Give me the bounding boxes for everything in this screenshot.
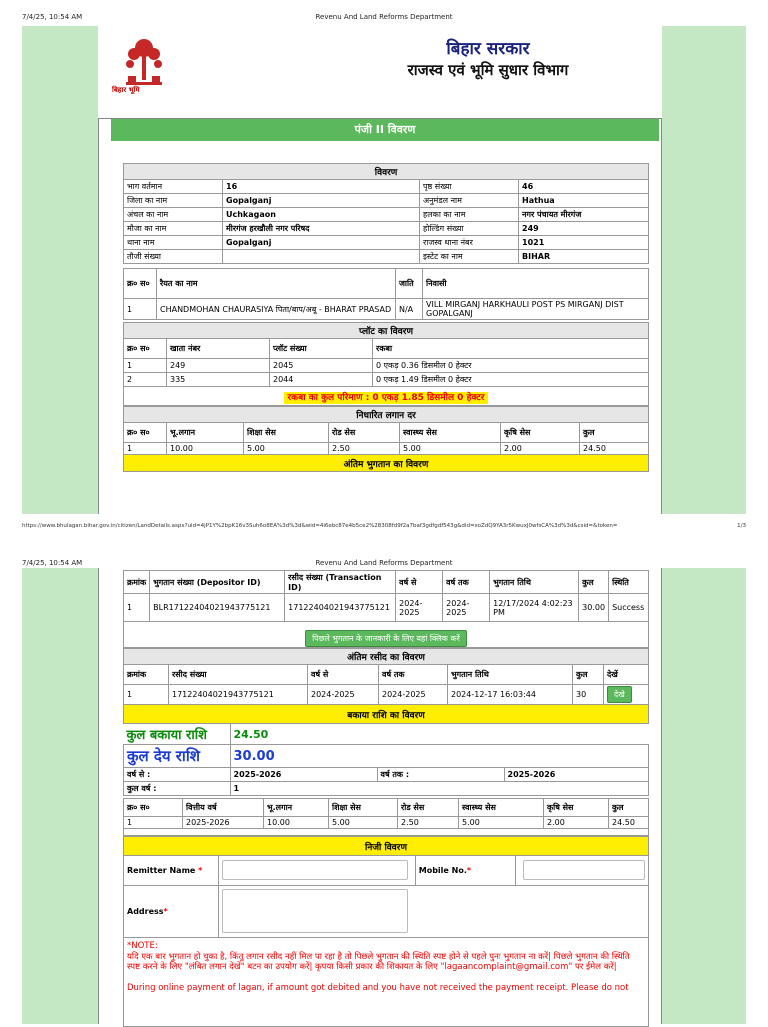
table-row: 1 10.00 5.00 2.50 5.00 2.00 24.50: [124, 443, 649, 455]
table-row: जिला का नाम Gopalganj अनुमंडल नाम Hathua: [124, 194, 649, 208]
register-frame: [98, 118, 662, 514]
total-due-value: 24.50: [230, 724, 649, 745]
mobile-label: Mobile No.: [418, 866, 467, 875]
payments-section: [123, 570, 649, 1027]
print-doc-title: Revenu And Land Reforms Department: [315, 13, 453, 21]
bihar-emblem-icon: [122, 36, 166, 86]
print-doc-title: Revenu And Land Reforms Department: [315, 559, 453, 567]
total-due-label: कुल बकाया राशि: [126, 728, 207, 743]
register-frame: [98, 568, 662, 1024]
table-row: अंचल का नाम Uchkagaon हलका का नाम नगर पंचायत मीरगंज: [124, 208, 649, 222]
receipt-table: अंतिम रसीद का विवरण क्रमांक रसीद संख्या वर्ष से वर्ष तक भुगतान तिथि कुल देखें 1 17122404021943775121 2024-2025 2024-2025 2024-12-17 16:03:44 30 देखे बकाया राशि का विवरण: [123, 648, 649, 724]
dept-title: राजस्व एवं भूमि सुधार विभाग: [407, 61, 569, 79]
table-row: 1 BLR17122404021943775121 17122404021943775121 2024-2025 2024-2025 12/17/2024 4:02:23 PM 30.00 Success: [124, 594, 649, 622]
receipt-title: अंतिम रसीद का विवरण: [124, 649, 649, 665]
payment-status: Success: [609, 594, 649, 622]
plot-table: प्लॉट का विवरण क्र० स० खाता नंबर प्लॉट संख्या रकबा 1 249 2045 0 एकड़ 0.36 डिसमील 0 हेक्टर 2 335 2044 0 एकड़ 1.49 डिसमील 0 हेक्टर रकबा का कुल परिमाण : 0 एकड़ 1.85 डिसमील 0 हेक्टर: [123, 322, 649, 406]
remitter-name-input[interactable]: [222, 860, 408, 880]
total-payable-value: 30.00: [230, 745, 649, 768]
address-label: Address: [127, 907, 164, 916]
dues-summary-table: कुल बकाया राशि 24.50 कुल देय राशि 30.00 वर्ष से : 2025-2026 वर्ष तक : 2025-2026 कुल वर्ष : 1: [123, 724, 649, 796]
lagan-title: निधारित लगान दर: [124, 407, 649, 423]
note-title: *NOTE:: [127, 941, 158, 951]
details-section: [123, 163, 649, 472]
remitter-name-label: Remitter Name: [127, 866, 196, 875]
print-timestamp: 7/4/25, 10:54 AM: [22, 559, 83, 567]
gov-title: बिहार सरकार: [446, 39, 530, 59]
personal-title: निजी विवरण: [124, 837, 649, 856]
table-row: तौजी संख्या इस्टेट का नाम BIHAR: [124, 250, 649, 264]
payments-table: क्रमांक भुगतान संख्या (Depositor ID) रसीद संख्या (Transaction ID) वर्ष से वर्ष तक भुगतान तिथि कुल स्थिति 1 BLR17122404021943775121 17122404021943775121 2024-2025 2024-2025 12/17/2024 4:02:23 PM 30.00 Success: [123, 570, 649, 622]
note-english: During online payment of lagan, if amount got debited and you have not received the payment receipt. Please do not: [127, 982, 629, 993]
note-hindi: यदि एक बार भुगतान हो चुका है, किंतु लगान रसीद नहीं मिल पा रहा है तो पिछले भुगतान की स्थिति स्पष्ट होने से पहले पुनः भुगतान ना करें| पिछले भुगतान की स्थिति स्पष्ट करने के लिए "लंबित लगान देखें" बटन का उपयोग करें| कृपया किसी प्रकार की शिकायत के लिए "lagaancomplaint@gmail.com" पर ईमेल करें|: [127, 951, 630, 973]
print-timestamp: 7/4/25, 10:54 AM: [22, 13, 83, 21]
site-page: [98, 26, 662, 514]
table-row: 1 CHANDMOHAN CHAURASIYA पिता/बाप/अबू - BHARAT PRASAD N/A VILL MIRGANJ HARKHAULI POST PS MIRGANJ DIST GOPALGANJ: [124, 299, 649, 320]
logo-text: बिहार भूमि: [112, 86, 140, 94]
register-banner: पंजी II विवरण: [111, 119, 659, 141]
print-url: https://www.bhulagan.bihar.gov.in/citizen/LandDetails.aspx?uid=4jP1Y%2bpK16v3Suh6o8EA%3d%3d&wid=4i6ebc87e4b5ce2%28308fd9f2a7baf3gdfgdf543g&did=xoZdQ9YA3r5KwuxJ0wfsCA%3d%3d&csid=&token=: [22, 523, 618, 529]
table-row: भाग वर्तमान 16 पृष्ठ संख्या 46: [124, 180, 649, 194]
personal-table: निजी विवरण Remitter Name * Mobile No.* Address* *NOTE: यदि एक बार भुगतान हो चुका है, किंतु लगान रसीद नहीं मिल पा रहा है तो पिछले भुगतान की स्थिति स्पष्ट होने से पहले पुनः भुगतान ना करें| पिछले भुगतान की स्थिति स्पष्ट करने के लिए "लंबित लगान देखें" बटन का उपयोग करें| कृपया किसी प्रकार की शिकायत के लिए "lagaancomplaint@gmail.com" पर ईमेल करें| During online payment of lagan, if amount got debited and you have not received the payment receipt. Please do not: [123, 836, 649, 1027]
table-row: 1 249 2045 0 एकड़ 0.36 डिसमील 0 हेक्टर: [124, 359, 649, 373]
dues-table: क्र० स० वित्तीय वर्ष भू.लगान शिक्षा सेस रोड सेस स्वास्थ्य सेस कृषि सेस कुल 1 2025-2026 10.00 5.00 2.50 5.00 2.00 24.50: [123, 798, 649, 829]
raiyat-name: CHANDMOHAN CHAURASIYA पिता/बाप/अबू - BHARAT PRASAD: [157, 299, 396, 320]
lagan-table: निधारित लगान दर क्र० स० भू.लगान शिक्षा सेस रोड सेस स्वास्थ्य सेस कृषि सेस कुल 1 10.00 5.00 2.50 5.00 2.00 24.50 अंतिम भुगतान का विवरण: [123, 406, 649, 472]
raiyat-table: क्र० स० रैयत का नाम जाति निवासी 1 CHANDMOHAN CHAURASIYA पिता/बाप/अबू - BHARAT PRASAD N/A VILL MIRGANJ HARKHAULI POST PS MIRGANJ DIST GOPALGANJ: [123, 268, 649, 320]
dues-title: बकाया राशि का विवरण: [124, 705, 649, 724]
raiyat-address: VILL MIRGANJ HARKHAULI POST PS MIRGANJ DIST GOPALGANJ: [423, 299, 649, 320]
details-title: विवरण: [124, 164, 649, 180]
print-page-number: 1/3: [737, 523, 746, 529]
address-input[interactable]: [222, 889, 408, 933]
table-row: थाना नाम Gopalganj राजस्व थाना नंबर 1021: [124, 236, 649, 250]
details-table: [123, 163, 649, 264]
site-page: [98, 568, 662, 1024]
view-receipt-button[interactable]: देखे: [607, 686, 632, 703]
mobile-input[interactable]: [523, 860, 645, 880]
table-row: 1 17122404021943775121 2024-2025 2024-2025 2024-12-17 16:03:44 30 देखे: [124, 685, 649, 705]
previous-payments-button[interactable]: पिछले भुगतान के जानकारी के लिए यहां क्लिक करें: [305, 630, 467, 647]
table-row: 1 2025-2026 10.00 5.00 2.50 5.00 2.00 24.50: [124, 817, 649, 829]
total-payable-label: कुल देय राशि: [124, 745, 231, 768]
last-payment-title: अंतिम भुगतान का विवरण: [124, 455, 649, 472]
total-area: रकबा का कुल परिमाण : 0 एकड़ 1.85 डिसमील 0 हेक्टर: [284, 392, 489, 404]
plot-title: प्लॉट का विवरण: [124, 323, 649, 339]
table-row: 2 335 2044 0 एकड़ 1.49 डिसमील 0 हेक्टर: [124, 373, 649, 387]
table-row: मौजा का नाम मीरगंज हरखौली नगर परिषद होल्डिंग संख्या 249: [124, 222, 649, 236]
